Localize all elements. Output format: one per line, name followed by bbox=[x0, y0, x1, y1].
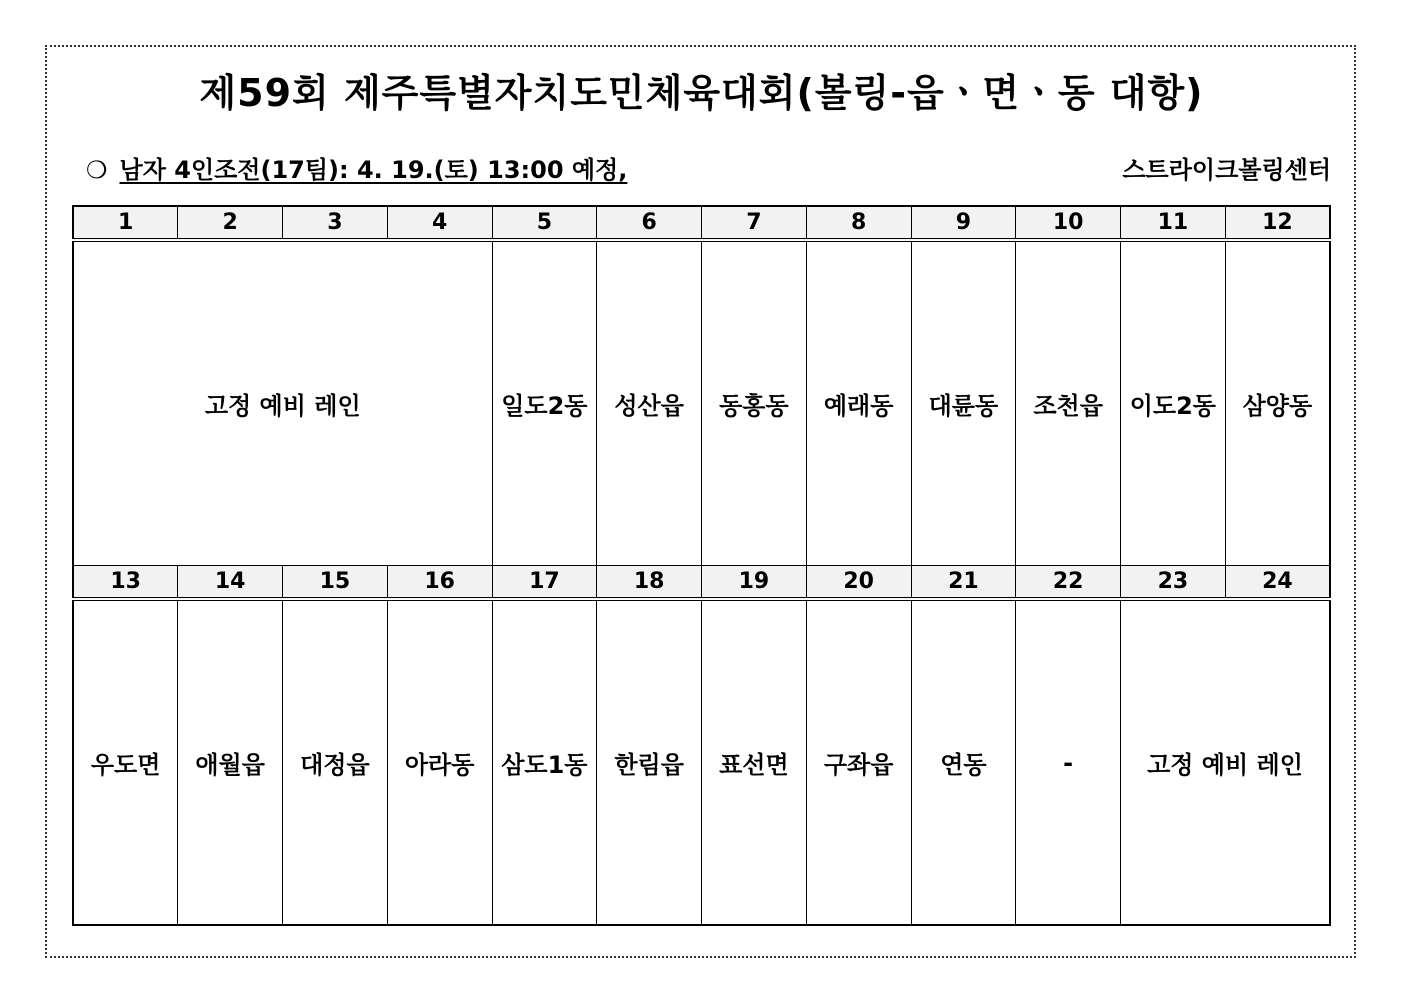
team-cell: 대정읍 bbox=[283, 599, 388, 925]
team-cell: 연동 bbox=[911, 599, 1016, 925]
lane-number: 18 bbox=[597, 565, 702, 599]
lane-number: 10 bbox=[1016, 206, 1121, 240]
lane-number: 24 bbox=[1225, 565, 1330, 599]
lane-number: 22 bbox=[1016, 565, 1121, 599]
lane-assignment-table bbox=[72, 205, 1331, 926]
lane-number: 1 bbox=[73, 206, 178, 240]
lane-number: 20 bbox=[806, 565, 911, 599]
lane-number: 2 bbox=[178, 206, 283, 240]
empty-lane-cell: - bbox=[1016, 599, 1121, 925]
lane-number: 13 bbox=[73, 565, 178, 599]
team-cell: 삼도1동 bbox=[492, 599, 597, 925]
lane-number: 11 bbox=[1121, 206, 1226, 240]
bullet-circle-icon: ❍ bbox=[86, 156, 108, 184]
team-row bbox=[73, 240, 1330, 565]
schedule-info: 남자 4인조전(17팀): 4. 19.(토) 13:00 예정, bbox=[119, 156, 628, 184]
lane-number-row bbox=[73, 206, 1330, 240]
lane-number: 7 bbox=[702, 206, 807, 240]
lane-number: 21 bbox=[911, 565, 1016, 599]
lane-number: 23 bbox=[1121, 565, 1226, 599]
reserved-lane-cell: 고정 예비 레인 bbox=[73, 240, 492, 565]
team-cell: 동홍동 bbox=[702, 240, 807, 565]
lane-number: 8 bbox=[806, 206, 911, 240]
lane-number: 6 bbox=[597, 206, 702, 240]
team-cell: 한림읍 bbox=[597, 599, 702, 925]
lane-number: 17 bbox=[492, 565, 597, 599]
lane-number: 12 bbox=[1225, 206, 1330, 240]
team-cell: 조천읍 bbox=[1016, 240, 1121, 565]
lane-number: 3 bbox=[283, 206, 388, 240]
team-cell: 삼양동 bbox=[1225, 240, 1330, 565]
team-cell: 예래동 bbox=[806, 240, 911, 565]
team-cell: 애월읍 bbox=[178, 599, 283, 925]
lane-number: 5 bbox=[492, 206, 597, 240]
page-title: 제59회 제주특별자치도민체육대회(볼링-읍ㆍ면ㆍ동 대항) bbox=[199, 71, 1204, 115]
team-cell: 일도2동 bbox=[492, 240, 597, 565]
lane-number: 4 bbox=[387, 206, 492, 240]
schedule-line bbox=[86, 150, 627, 185]
lane-number: 14 bbox=[178, 565, 283, 599]
lane-number: 19 bbox=[702, 565, 807, 599]
venue-name: 스트라이크볼링센터 bbox=[1122, 156, 1331, 184]
team-row bbox=[73, 599, 1330, 925]
team-cell: 이도2동 bbox=[1121, 240, 1226, 565]
lane-number: 16 bbox=[387, 565, 492, 599]
lane-number: 15 bbox=[283, 565, 388, 599]
lane-number: 9 bbox=[911, 206, 1016, 240]
team-cell: 성산읍 bbox=[597, 240, 702, 565]
team-cell: 구좌읍 bbox=[806, 599, 911, 925]
team-cell: 우도면 bbox=[73, 599, 178, 925]
team-cell: 표선면 bbox=[702, 599, 807, 925]
team-cell: 대륜동 bbox=[911, 240, 1016, 565]
team-cell: 아라동 bbox=[387, 599, 492, 925]
reserved-lane-cell: 고정 예비 레인 bbox=[1121, 599, 1331, 925]
lane-number-row bbox=[73, 565, 1330, 599]
